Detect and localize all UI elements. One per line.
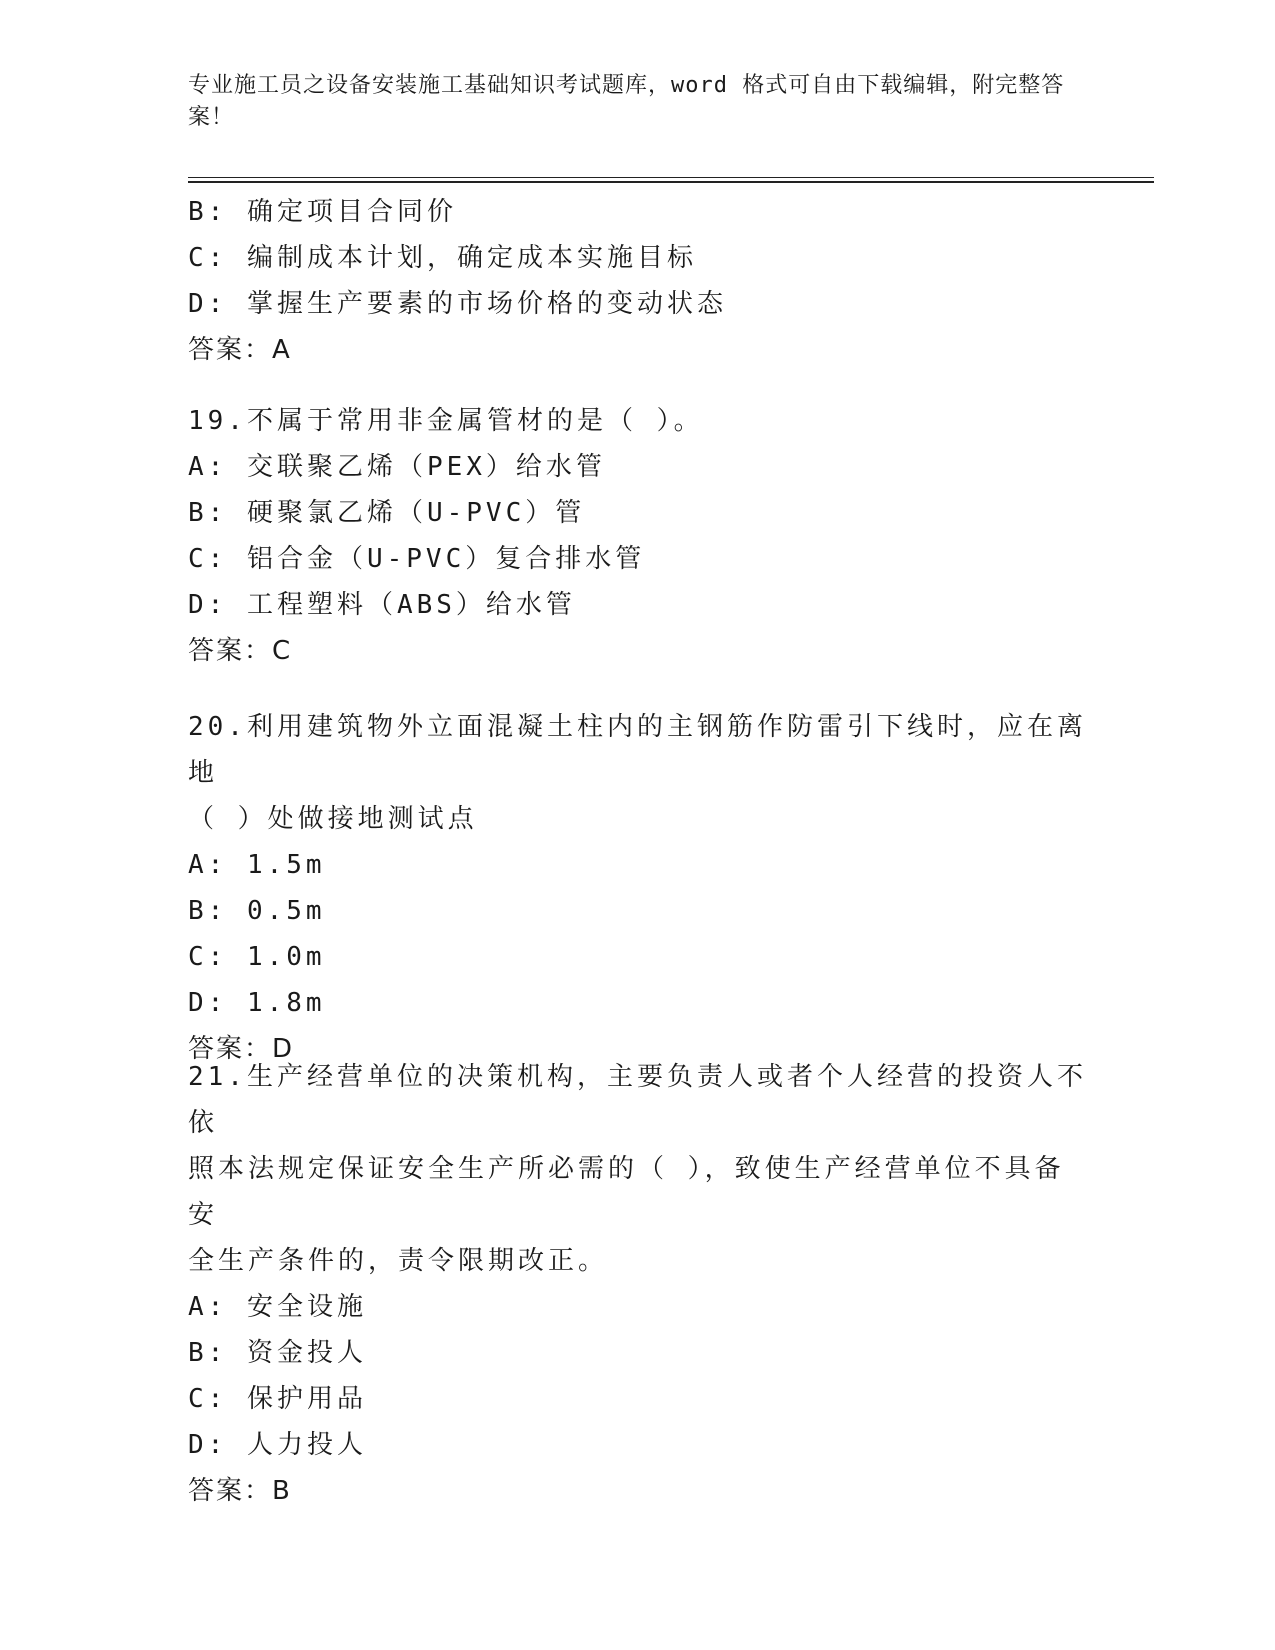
question-19 bbox=[188, 398, 1088, 674]
question-text-line: 19.不属于常用非金属管材的是（ ）。 bbox=[188, 406, 704, 436]
option-b: B: 硬聚氯乙烯（U-PVC）管 bbox=[188, 498, 586, 528]
option-a: A: 1.5m bbox=[188, 850, 326, 880]
question-text-line: 照本法规定保证安全生产所必需的（ ），致使生产经营单位不具备安 bbox=[188, 1154, 1065, 1230]
question-20 bbox=[188, 704, 1088, 1072]
answer-label: 答案：C bbox=[188, 636, 293, 666]
answer-label: 答案：A bbox=[188, 335, 292, 365]
question-18-continuation bbox=[188, 189, 1088, 373]
option-c: C: 1.0m bbox=[188, 942, 326, 972]
option-d: D: 1.8m bbox=[188, 988, 326, 1018]
option-a: A: 交联聚乙烯（PEX）给水管 bbox=[188, 452, 606, 482]
header-divider-top bbox=[188, 177, 1154, 178]
option-d: D: 人力投人 bbox=[188, 1430, 367, 1460]
option-c: C: 编制成本计划，确定成本实施目标 bbox=[188, 243, 697, 273]
question-21 bbox=[188, 1054, 1088, 1514]
option-c: C: 铝合金（U-PVC）复合排水管 bbox=[188, 544, 646, 574]
option-b: B: 确定项目合同价 bbox=[188, 197, 457, 227]
document-header: 专业施工员之设备安装施工基础知识考试题库，word 格式可自由下载编辑，附完整答案！ bbox=[188, 73, 1065, 130]
question-text-line: （ ）处做接地测试点 bbox=[188, 804, 478, 834]
question-text-line: 21.生产经营单位的决策机构，主要负责人或者个人经营的投资人不依 bbox=[188, 1062, 1087, 1138]
option-c: C: 保护用品 bbox=[188, 1384, 367, 1414]
answer-label: 答案：D bbox=[188, 1034, 295, 1064]
option-b: B: 资金投人 bbox=[188, 1338, 367, 1368]
question-text-line: 全生产条件的，责令限期改正。 bbox=[188, 1246, 609, 1276]
question-text-line: 20.利用建筑物外立面混凝土柱内的主钢筋作防雷引下线时，应在离地 bbox=[188, 712, 1087, 788]
header-divider-bottom bbox=[188, 181, 1154, 183]
option-b: B: 0.5m bbox=[188, 896, 326, 926]
answer-label: 答案：B bbox=[188, 1476, 292, 1506]
option-d: D: 掌握生产要素的市场价格的变动状态 bbox=[188, 289, 727, 319]
option-d: D: 工程塑料（ABS）给水管 bbox=[188, 590, 576, 620]
option-a: A: 安全设施 bbox=[188, 1292, 367, 1322]
